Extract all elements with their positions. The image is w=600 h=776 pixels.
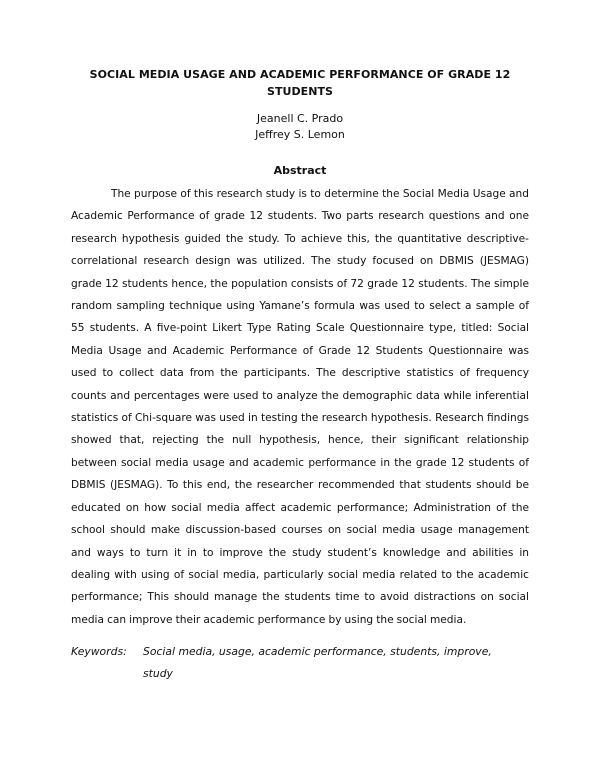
keywords-list: Social media, usage, academic performance, students, improve, study [143,645,492,680]
author-name: Jeanell C. Prado [256,112,344,125]
keywords-label: Keywords: [71,645,127,658]
abstract-heading: Abstract [273,164,327,177]
abstract-body: The purpose of this research study is to determine the Social Media Usage and Academic Performance of grade 12 students. Two parts research questions and one research hypothesis guided the study. To achieve this, the quantitative descriptive-correlational research design was utilized. The study focused on DBMIS (JESMAG) grade 12 students hence, the population consists of 72 grade 12 students. The simple random sampling technique using Yamane’s formula was used to select a sample of 55 students. A five-point Likert Type Rating Scale Questionnaire type, titled: Social Media Usage and Academic Performance of Grade 12 Students Questionnaire was used to collect data from the participants. The descriptive statistics of frequency counts and percentages were used to analyze the demographic data while inferential statistics of Chi-square was used in testing the research hypothesis. Research findings showed that, rejecting the null hypothesis, hence, their significant relationship between social media usage and academic performance in the grade 12 students of DBMIS (JESMAG). To this end, the researcher recommended that students should be educated on how social media affect academic performance; Administration of the school should make discussion-based courses on social media usage management and ways to turn it in to improve the study student’s knowledge and abilities in dealing with using of social media, particularly social media related to the academic performance; This should manage the students time to avoid distractions on social media can improve their academic performance by using the social media. [71,188,529,626]
paper-title: SOCIAL MEDIA USAGE AND ACADEMIC PERFORMANCE OF GRADE 12 STUDENTS [89,68,511,98]
author-name: Jeffrey S. Lemon [255,128,345,141]
